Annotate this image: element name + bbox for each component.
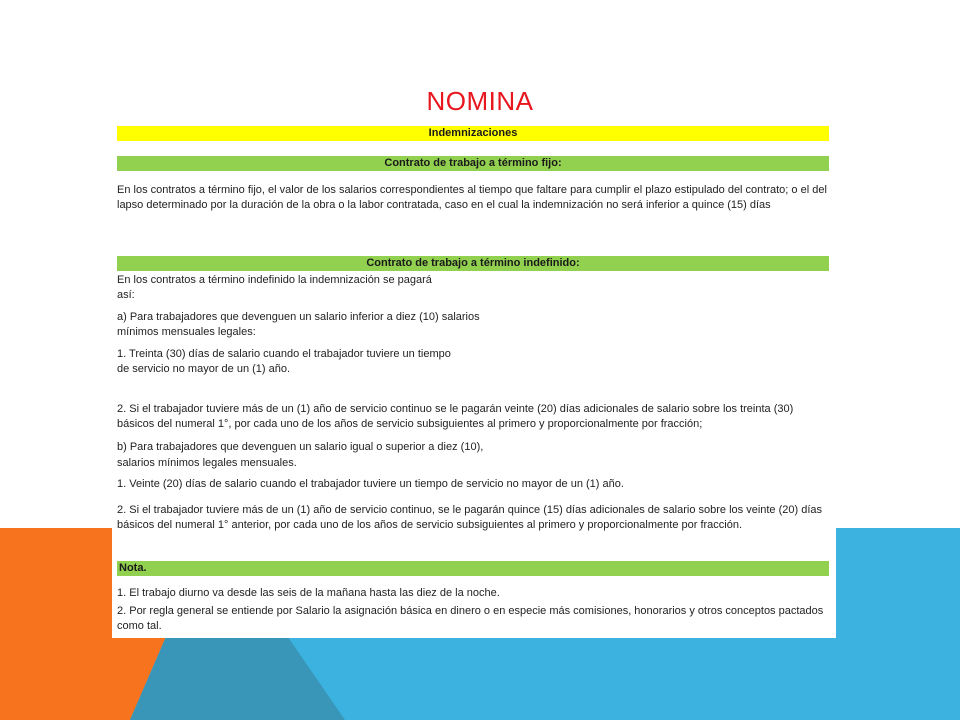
section-a-item1-line1: 1. Treinta (30) días de salario cuando el trabajador tuviere un tiempo bbox=[117, 348, 451, 360]
note-item1: 1. El trabajo diurno va desde las seis de la mañana hasta las diez de la noche. bbox=[117, 587, 500, 599]
indefinite-intro-line2: así: bbox=[117, 289, 135, 301]
section-a-line1: a) Para trabajadores que devenguen un salario inferior a diez (10) salarios bbox=[117, 311, 480, 323]
section-b-item1: 1. Veinte (20) días de salario cuando el trabajador tuviere un tiempo de servicio no mayor de un (1) año. bbox=[117, 478, 624, 490]
note-heading: Nota. bbox=[117, 561, 829, 576]
fixed-term-body: En los contratos a término fijo, el valor de los salarios correspondientes al tiempo que faltare para cumplir el plazo estipulado del contrato; o el del lapso determinado por la duración de la obra o la labor contratada, caso en el cual la indemnización no será inferior a quince (15) días bbox=[117, 184, 827, 211]
section-a-item1-line2: de servicio no mayor de un (1) año. bbox=[117, 363, 291, 375]
section-a-item2: 2. Si el trabajador tuviere más de un (1) año de servicio continuo se le pagarán veinte (20) días adicionales de salario sobre los treinta (30) básicos del numeral 1°, por cada uno de los años de servicio subsiguientes al primero y proporcionalmente por fracción; bbox=[117, 403, 794, 430]
section-b-line2: salarios mínimos legales mensuales. bbox=[117, 457, 297, 469]
section-a-line2: mínimos mensuales legales: bbox=[117, 326, 256, 338]
note-item2: 2. Por regla general se entiende por Salario la asignación básica en dinero o en especie más comisiones, honorarios y otros conceptos pactados como tal. bbox=[117, 605, 824, 632]
fixed-term-heading: Contrato de trabajo a término fijo: bbox=[117, 156, 829, 171]
page-title: NOMINA bbox=[426, 86, 534, 116]
indefinite-term-heading: Contrato de trabajo a término indefinido: bbox=[117, 256, 829, 271]
header-bar: Indemnizaciones bbox=[117, 126, 829, 141]
indefinite-intro-line1: En los contratos a término indefinido la indemnización se pagará bbox=[117, 274, 432, 286]
section-b-line1: b) Para trabajadores que devenguen un salario igual o superior a diez (10), bbox=[117, 441, 484, 453]
section-b-item2: 2. Si el trabajador tuviere más de un (1) año de servicio continuo, se le pagarán quince (15) días adicionales de salario sobre los veinte (20) días básicos del numeral 1° anterior, por cada uno de los años de servicio subsiguientes al primero y proporcionalmente por fracción. bbox=[117, 504, 823, 531]
